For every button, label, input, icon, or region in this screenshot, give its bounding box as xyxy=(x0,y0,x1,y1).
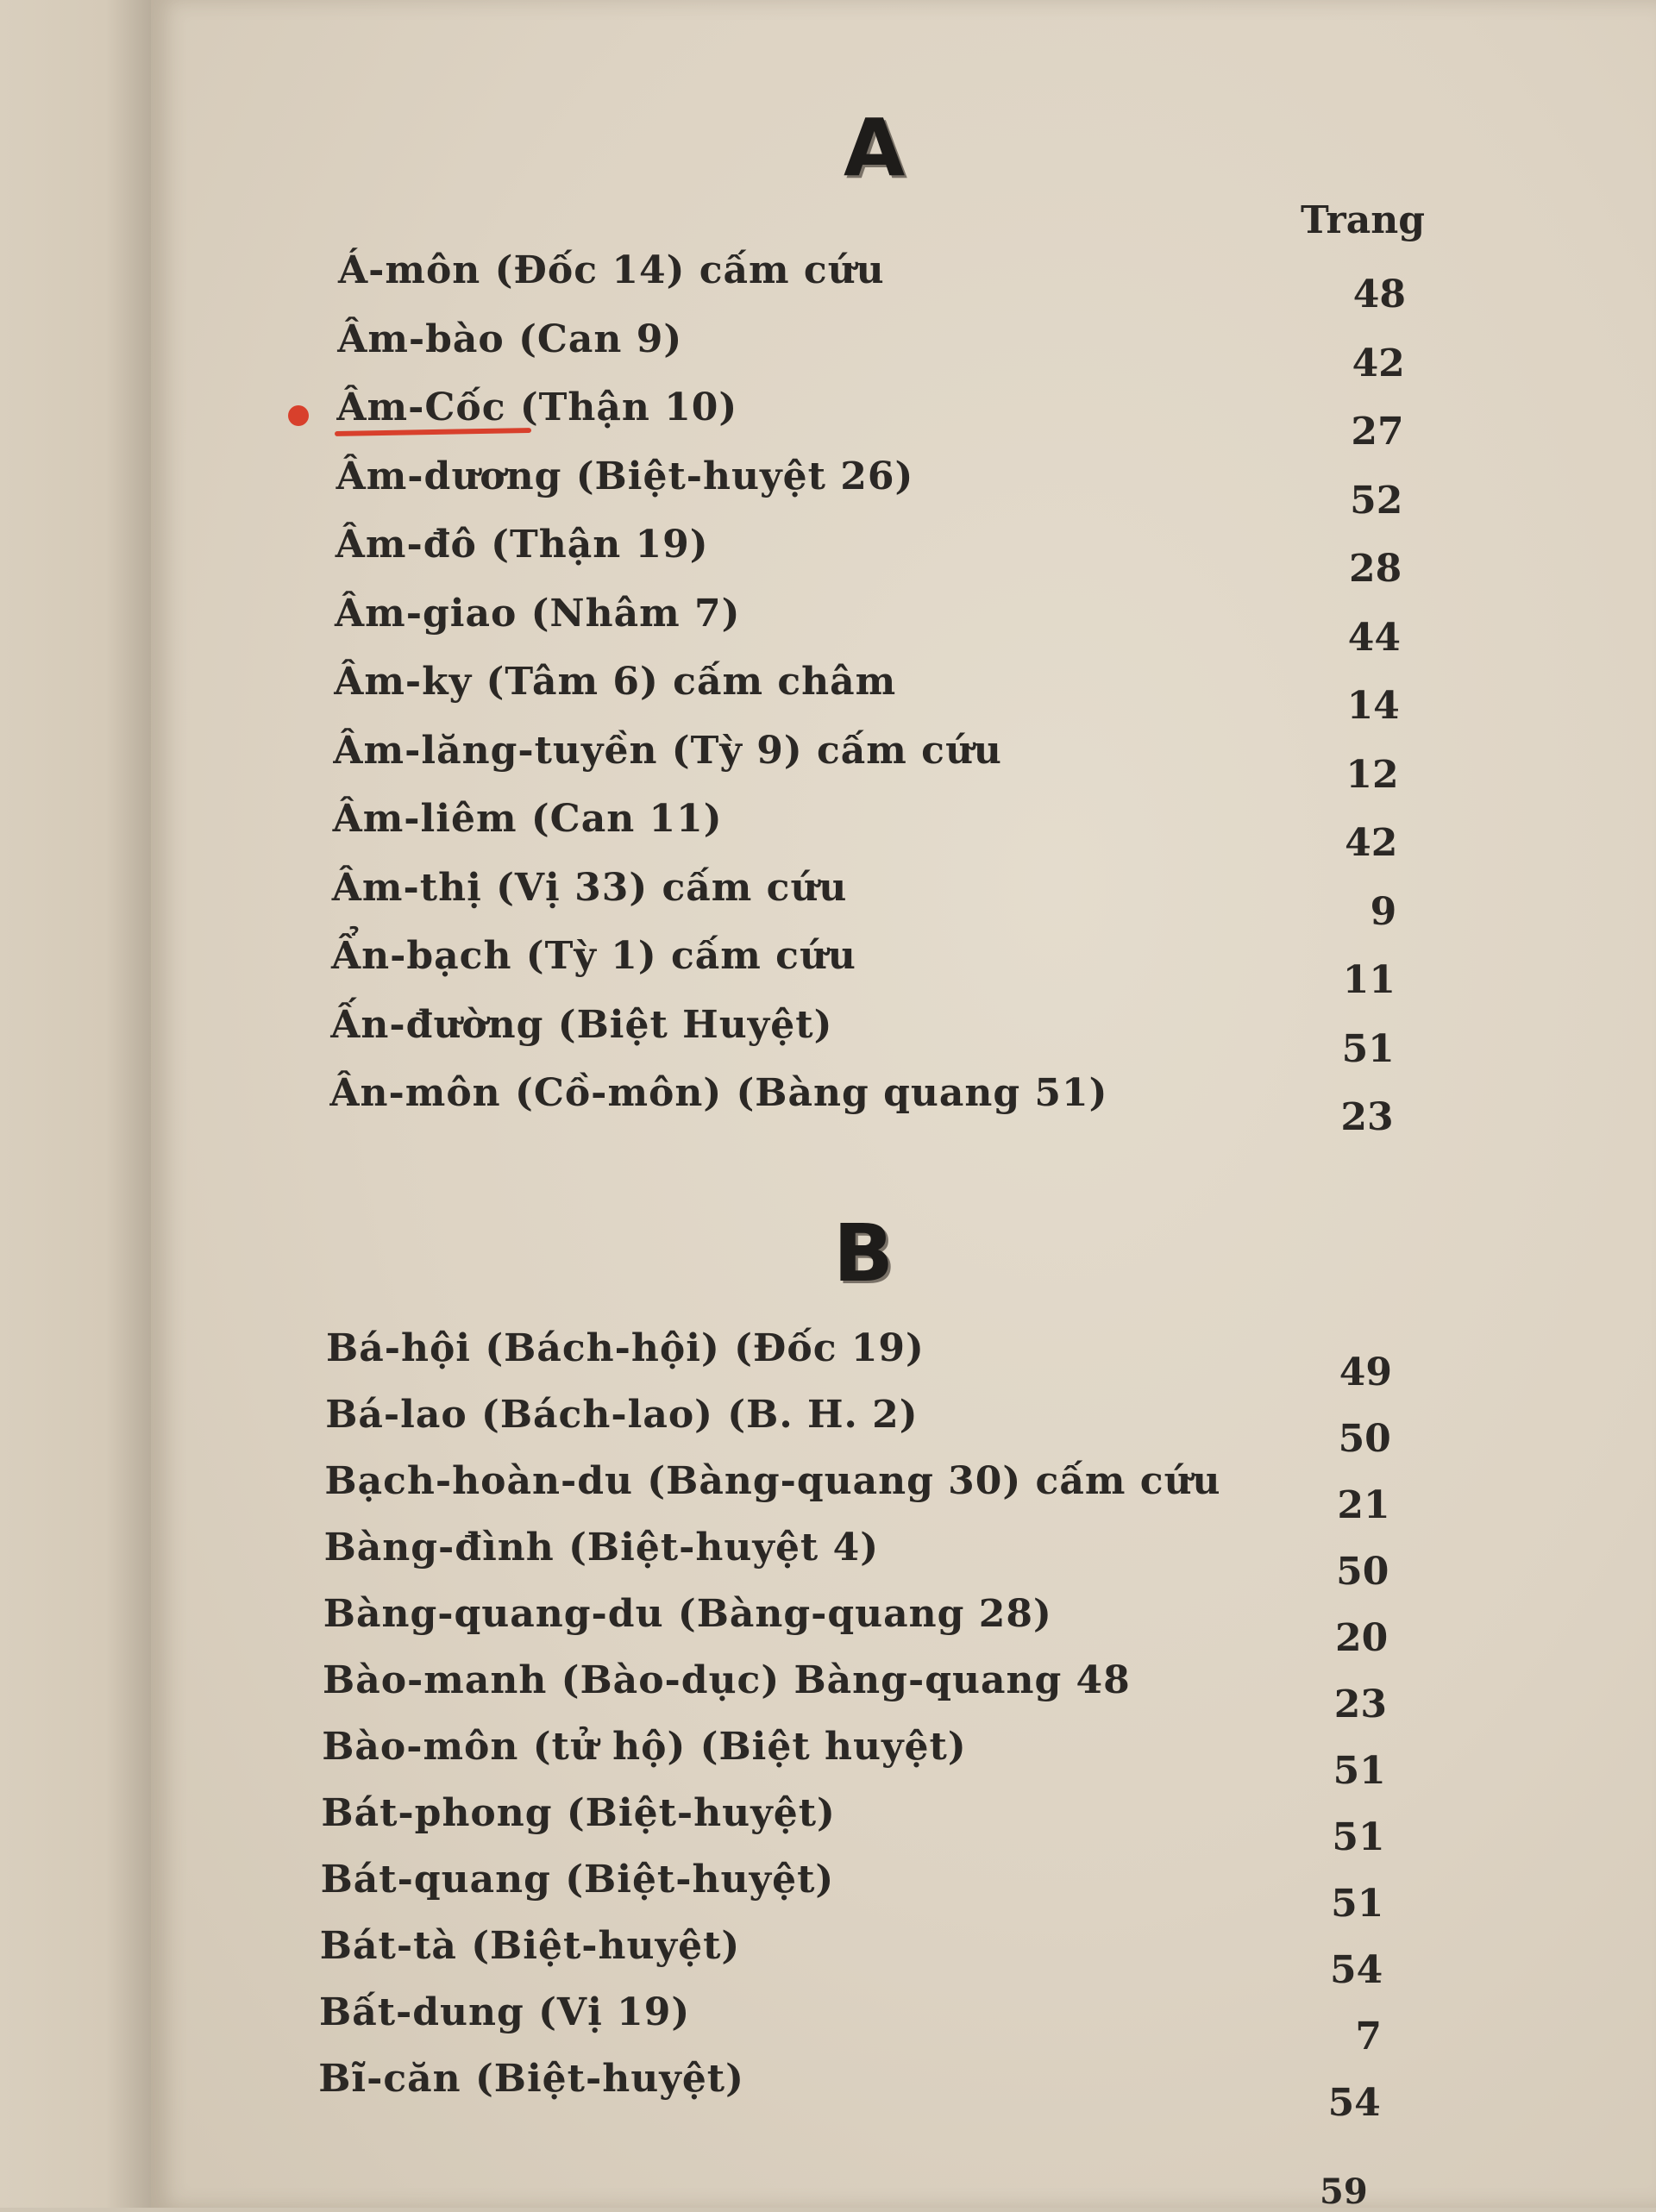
entry-page-number: 11 xyxy=(1342,958,1396,1002)
entry-name: Âm-thị (Vị 33) cấm cứu xyxy=(331,865,848,910)
entry-page-number: 51 xyxy=(1341,1026,1395,1071)
entry-page-number: 14 xyxy=(1346,684,1400,728)
entry-page-number: 50 xyxy=(1338,1417,1391,1461)
entry-page-number: 54 xyxy=(1327,2081,1381,2125)
entry-page-number: 54 xyxy=(1329,1948,1383,1992)
entry-name: Bào-môn (tử hộ) (Biệt huyệt) xyxy=(322,1725,967,1769)
entry-name: Bất-dung (Vị 19) xyxy=(319,1990,691,2034)
entry-page-number: 42 xyxy=(1352,341,1405,385)
entry-page-number: 52 xyxy=(1350,478,1403,523)
entry-page-number: 7 xyxy=(1355,2015,1382,2058)
entry-page-number: 23 xyxy=(1333,1682,1387,1726)
entry-name: Âm-đô (Thận 19) xyxy=(335,523,709,567)
entry-page-number: 51 xyxy=(1333,1749,1386,1793)
entry-page-number: 12 xyxy=(1346,752,1399,797)
entry-name: Bá-lao (Bách-lao) (B. H. 2) xyxy=(325,1393,919,1437)
entry-name: Âm-dương (Biệt-huyệt 26) xyxy=(336,454,914,498)
entry-name: Bào-manh (Bào-dục) Bàng-quang 48 xyxy=(323,1658,1131,1702)
entry-page-number: 49 xyxy=(1339,1350,1392,1394)
adjacent-page-edge xyxy=(0,0,151,2208)
entry-name: Bá-hội (Bách-hội) (Đốc 19) xyxy=(326,1326,925,1370)
entry-name: Bàng-đình (Biệt-huyệt 4) xyxy=(323,1526,880,1570)
entry-name: Âm-bào (Can 9) xyxy=(337,316,683,361)
red-mark-dot xyxy=(288,405,309,426)
entry-page-number: 51 xyxy=(1331,1882,1384,1926)
entry-name: Á-môn (Đốc 14) cấm cứu xyxy=(338,248,885,292)
entry-name: Âm-ky (Tâm 6) cấm châm xyxy=(334,660,897,704)
entry-page-number: 23 xyxy=(1340,1095,1394,1139)
section-letter-b: B xyxy=(833,1207,894,1300)
entry-page-number: 44 xyxy=(1347,615,1401,660)
page-number: 59 xyxy=(1320,2171,1368,2212)
entry-name: Âm-Cốc (Thận 10) xyxy=(336,385,738,429)
entry-page-number: 20 xyxy=(1334,1616,1389,1660)
entry-name: Bát-quang (Biệt-huyệt) xyxy=(320,1858,835,1902)
entry-name: Âm-liêm (Can 11) xyxy=(332,797,723,841)
entry-page-number: 51 xyxy=(1332,1815,1385,1859)
entry-page-number: 42 xyxy=(1345,821,1398,865)
entry-name: Bĩ-căn (Biệt-huyệt) xyxy=(318,2057,744,2101)
entry-name: Bát-phong (Biệt-huyệt) xyxy=(321,1791,836,1835)
page-column-header: Trang xyxy=(1301,198,1425,242)
entry-page-number: 9 xyxy=(1370,889,1397,934)
entry-name: Ân-môn (Cồ-môn) (Bàng quang 51) xyxy=(329,1071,1108,1115)
entry-name: Bàng-quang-du (Bàng-quang 28) xyxy=(323,1592,1052,1636)
entry-name: Ấn-đường (Biệt Huyệt) xyxy=(330,1002,833,1047)
entry-page-number: 21 xyxy=(1337,1483,1390,1527)
entry-name: Ẩn-bạch (Tỳ 1) cấm cứu xyxy=(331,934,856,978)
entry-page-number: 48 xyxy=(1352,273,1406,316)
section-letter-a: A xyxy=(844,102,906,194)
entry-name: Bát-tà (Biệt-huyệt) xyxy=(319,1924,741,1968)
entry-name: Bạch-hoàn-du (Bàng-quang 30) cấm cứu xyxy=(324,1459,1221,1503)
entry-page-number: 50 xyxy=(1336,1550,1389,1594)
entry-page-number: 28 xyxy=(1348,547,1402,591)
entry-page-number: 27 xyxy=(1351,410,1404,454)
entry-name: Âm-giao (Nhâm 7) xyxy=(335,591,741,636)
entry-name: Âm-lăng-tuyền (Tỳ 9) cấm cứu xyxy=(333,728,1002,773)
